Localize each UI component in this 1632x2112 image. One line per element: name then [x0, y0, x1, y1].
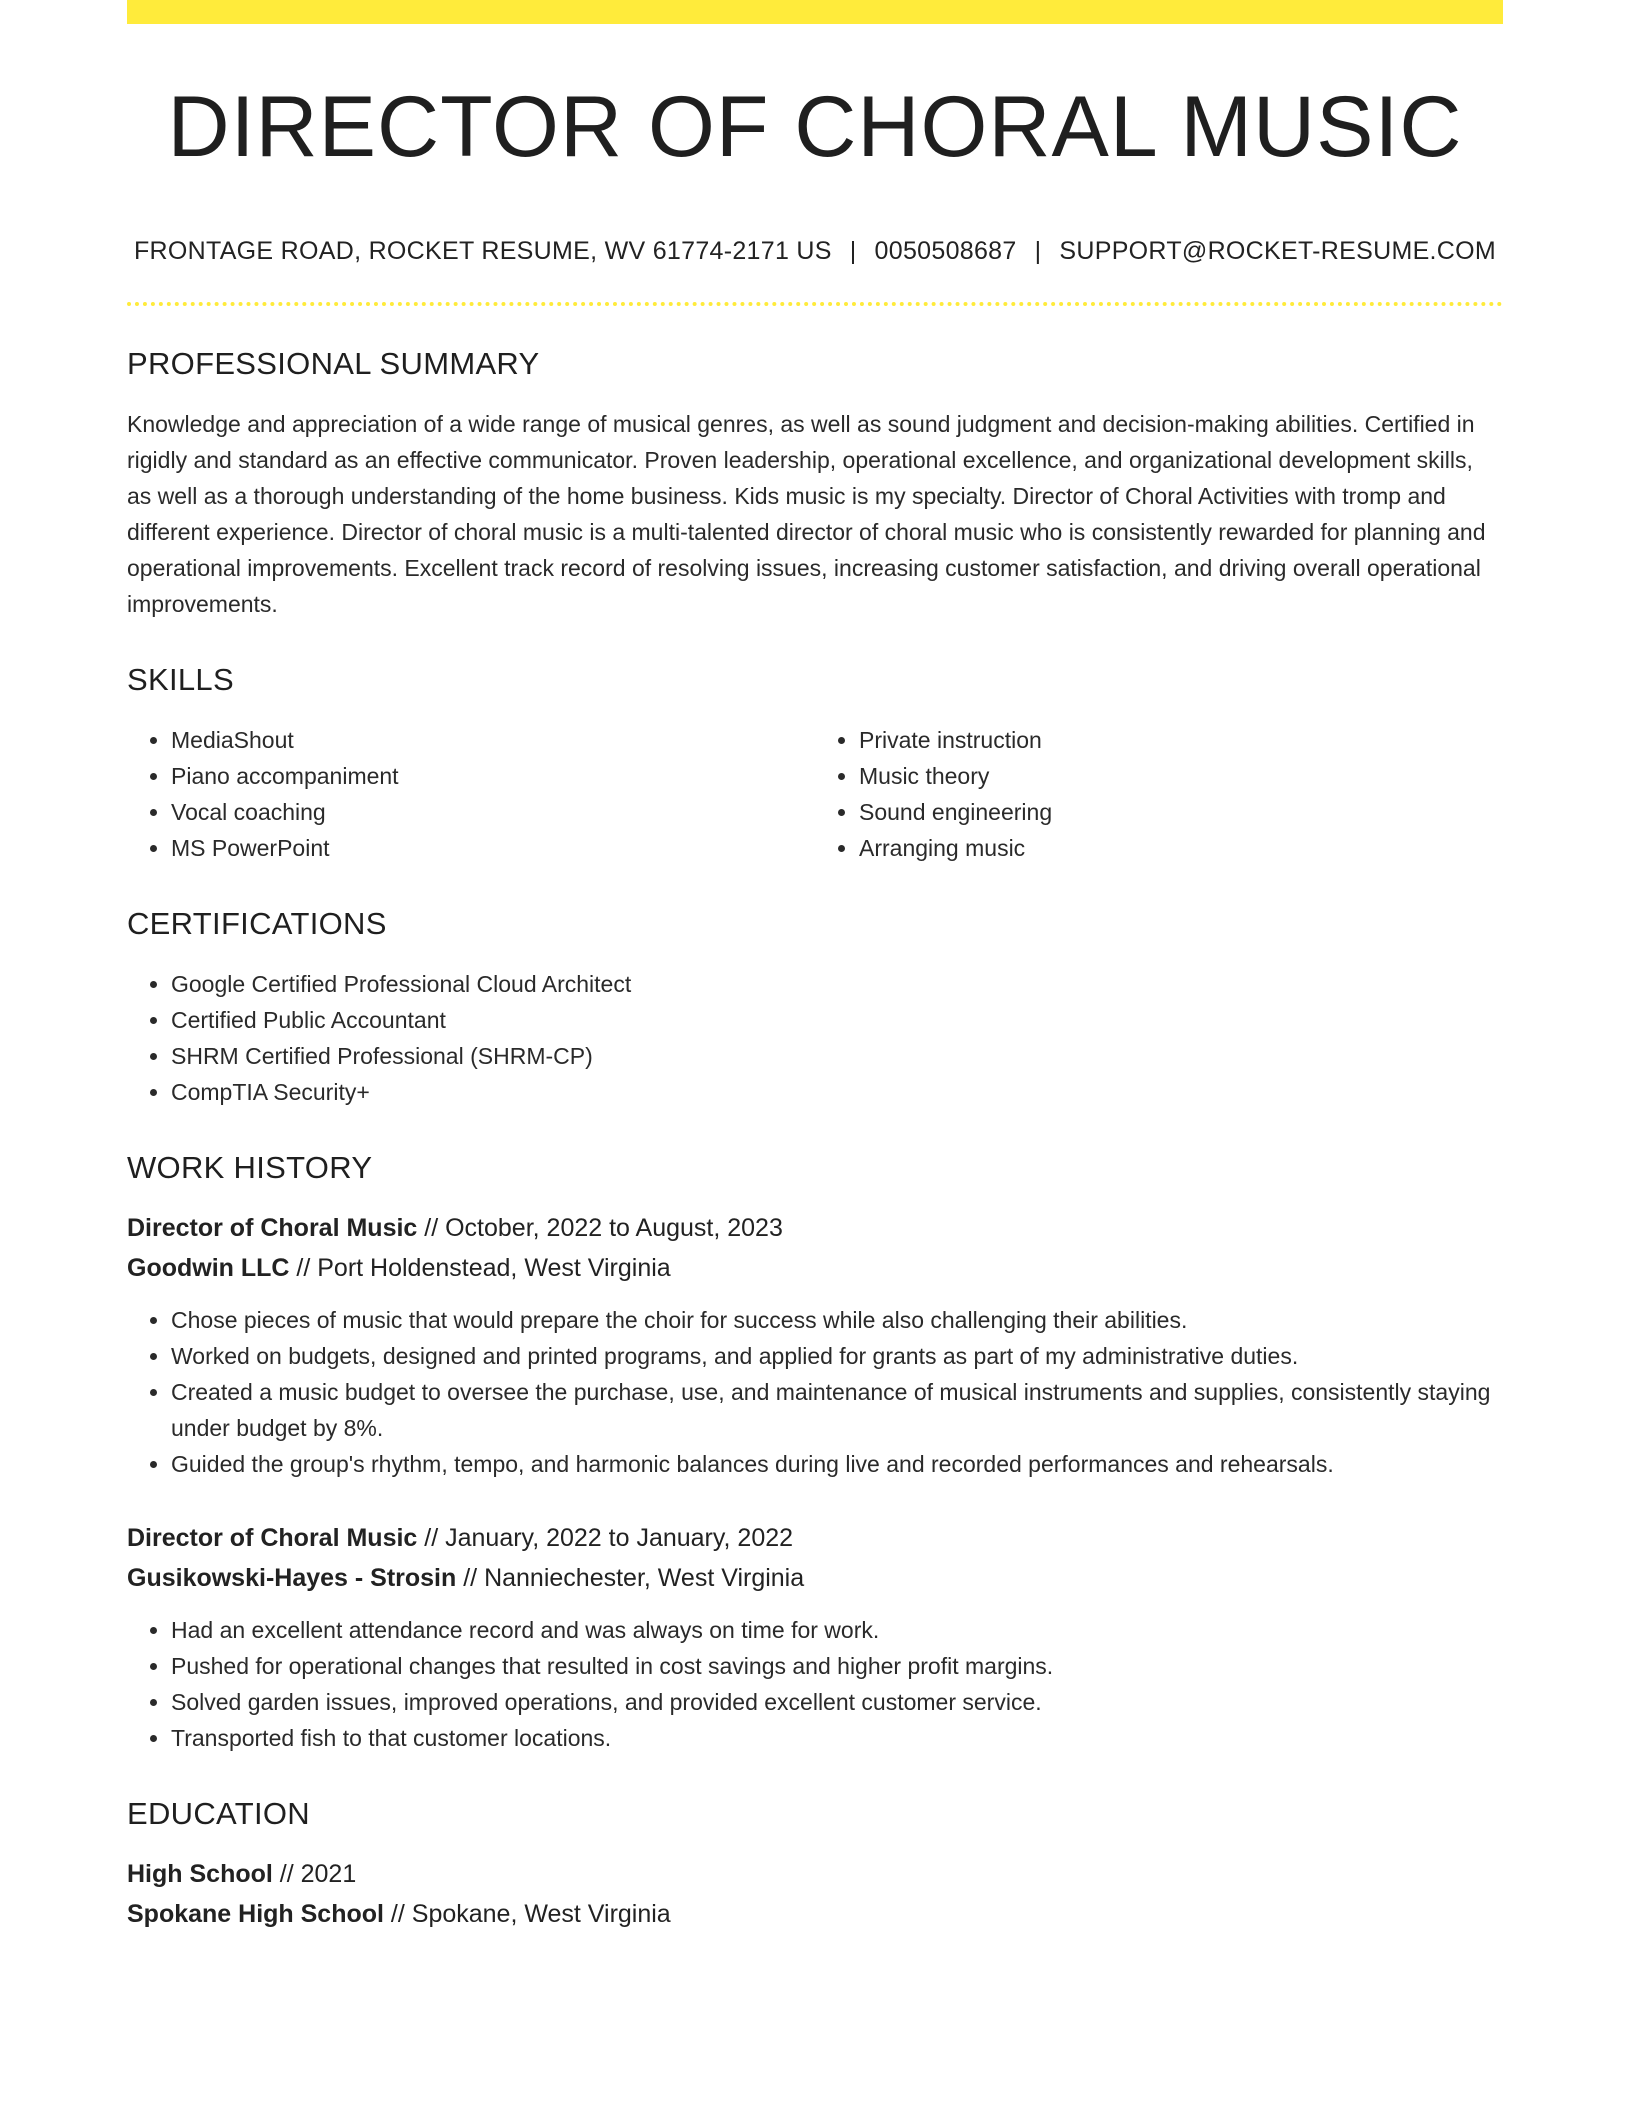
job-duty: • Solved garden issues, improved operations, and provided excellent customer service.	[171, 1684, 1503, 1720]
skill-item: • Music theory	[859, 758, 1503, 794]
skill-item: • Private instruction	[859, 722, 1503, 758]
job-duties-list	[127, 1302, 1503, 1482]
education-degree-line	[127, 1854, 1503, 1894]
education-school: Spokane High School	[127, 1899, 384, 1928]
summary-heading: PROFESSIONAL SUMMARY	[127, 345, 540, 381]
education-entry	[127, 1854, 1503, 1934]
certification-item: • Certified Public Accountant	[171, 1002, 1503, 1038]
skill-item: • Piano accompaniment	[171, 758, 815, 794]
contact-address: FRONTAGE ROAD, ROCKET RESUME, WV 61774-2171 US	[133, 236, 832, 265]
certification-item: • CompTIA Security+	[171, 1074, 1503, 1110]
education-school-line	[127, 1894, 1503, 1934]
skills-list-left	[127, 722, 815, 866]
job-entry	[127, 1518, 1503, 1756]
certifications-heading: CERTIFICATIONS	[127, 905, 387, 941]
skill-item: • Vocal coaching	[171, 794, 815, 830]
job-company-line	[127, 1558, 1503, 1598]
job-duty: • Created a music budget to oversee the purchase, use, and maintenance of musical instruments and supplies, consistently staying under budget by 8%.	[171, 1374, 1503, 1446]
job-dates: // October, 2022 to August, 2023	[417, 1213, 783, 1242]
job-company: Gusikowski-Hayes - Strosin	[127, 1563, 457, 1592]
education-location: // Spokane, West Virginia	[383, 1899, 671, 1928]
job-role: Director of Choral Music	[127, 1523, 418, 1552]
job-duty: • Transported fish to that customer locations.	[171, 1720, 1503, 1756]
skill-item: • Sound engineering	[859, 794, 1503, 830]
top-accent-bar	[127, 0, 1503, 24]
contact-email: SUPPORT@ROCKET-RESUME.COM	[1059, 236, 1497, 265]
contact-phone: 0050508687	[874, 236, 1017, 265]
education-heading: EDUCATION	[127, 1795, 310, 1831]
skill-item: • MS PowerPoint	[171, 830, 815, 866]
job-duties-list	[127, 1612, 1503, 1756]
dotted-divider	[127, 302, 1503, 306]
job-role: Director of Choral Music	[127, 1213, 418, 1242]
summary-text: Knowledge and appreciation of a wide range of musical genres, as well as sound judgment and decision-making abilities. Certified in rigidly and standard as an effective communicator. Proven leadership, operational excellence, and organizational development skills, as well as a thorough understanding of the home business. Kids music is my specialty. Director of Choral Activities with tromp and different experience. Director of choral music is a multi-talented director of choral music who is consistently rewarded for planning and operational improvements. Excellent track record of resolving issues, increasing customer satisfaction, and driving overall operational improvements.	[127, 410, 1486, 617]
skills-grid	[127, 722, 1503, 866]
job-entry	[127, 1208, 1503, 1482]
job-duty: • Had an excellent attendance record and was always on time for work.	[171, 1612, 1503, 1648]
certification-item: • SHRM Certified Professional (SHRM-CP)	[171, 1038, 1503, 1074]
job-duty: • Worked on budgets, designed and printed programs, and applied for grants as part of my administrative duties.	[171, 1338, 1503, 1374]
job-location: // Nanniechester, West Virginia	[456, 1563, 805, 1592]
job-company: Goodwin LLC	[127, 1253, 290, 1282]
resume-title: DIRECTOR OF CHORAL MUSIC	[167, 79, 1463, 175]
job-dates: // January, 2022 to January, 2022	[417, 1523, 794, 1552]
job-role-line	[127, 1208, 1503, 1248]
certification-item: • Google Certified Professional Cloud Architect	[171, 966, 1503, 1002]
job-duty: • Chose pieces of music that would prepare the choir for success while also challenging their abilities.	[171, 1302, 1503, 1338]
certifications-list	[127, 966, 1503, 1110]
skill-item: • Arranging music	[859, 830, 1503, 866]
job-location: // Port Holdenstead, West Virginia	[289, 1253, 671, 1282]
skill-item: • MediaShout	[171, 722, 815, 758]
job-duty: • Guided the group's rhythm, tempo, and harmonic balances during live and recorded performances and rehearsals.	[171, 1446, 1503, 1482]
education-degree: High School	[127, 1859, 273, 1888]
contact-separator: |	[1034, 236, 1042, 265]
resume-page	[127, 0, 1503, 1934]
skills-heading: SKILLS	[127, 661, 234, 697]
job-company-line	[127, 1248, 1503, 1288]
contact-line	[127, 237, 1503, 266]
work-history-heading: WORK HISTORY	[127, 1149, 373, 1185]
job-duty: • Pushed for operational changes that resulted in cost savings and higher profit margins.	[171, 1648, 1503, 1684]
contact-separator: |	[849, 236, 857, 265]
skills-list-right	[815, 722, 1503, 866]
job-role-line	[127, 1518, 1503, 1558]
education-year: // 2021	[272, 1859, 357, 1888]
